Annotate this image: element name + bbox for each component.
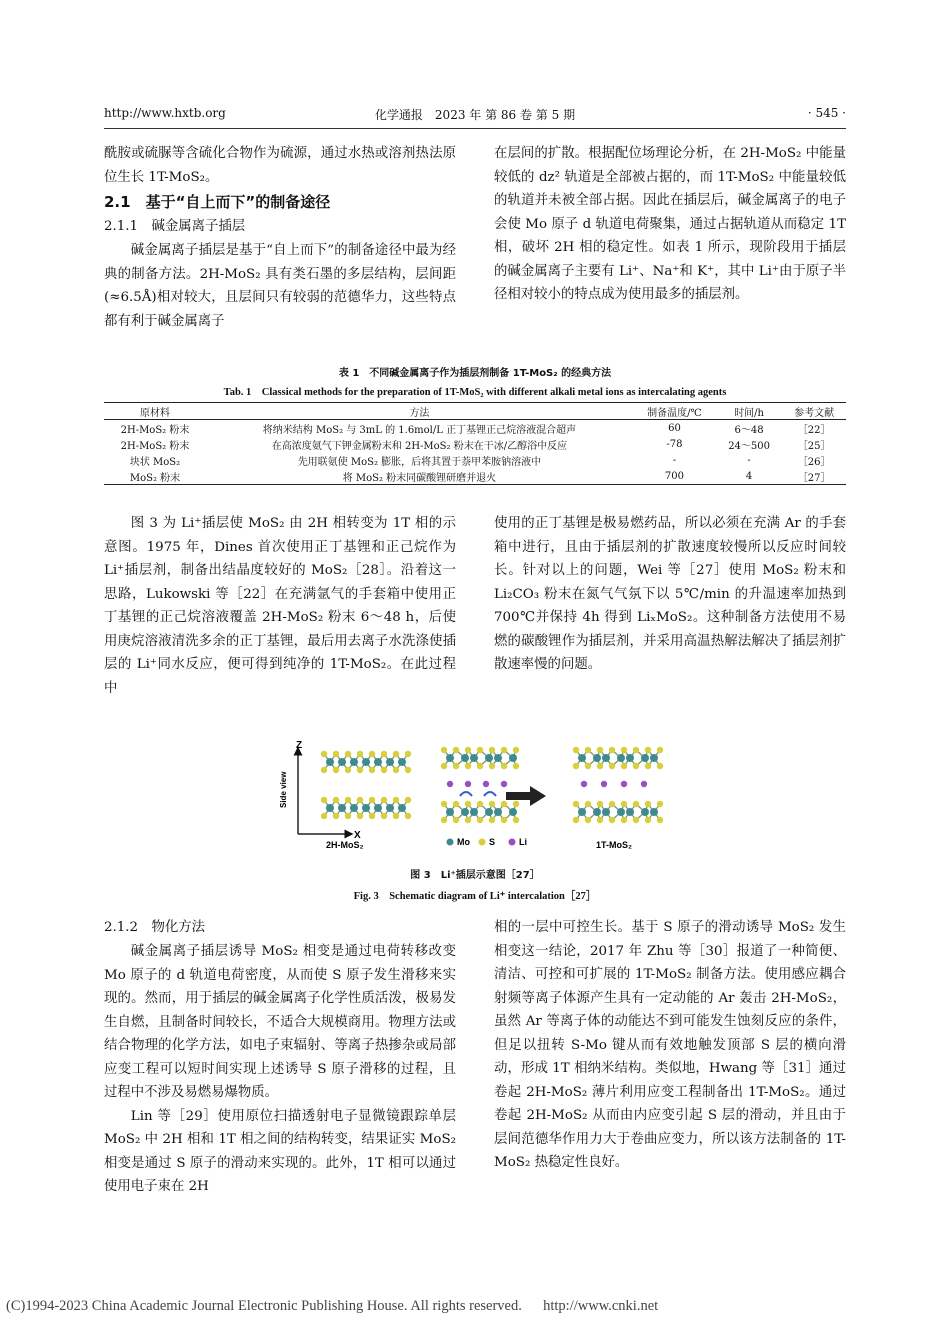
table-cell: 700 <box>633 468 716 485</box>
atom-structures <box>321 747 663 823</box>
label-1t-mos2: 1T-MoS₂ <box>596 840 632 850</box>
right-column-middle <box>494 512 846 677</box>
table-1 <box>104 402 846 485</box>
mo-atom <box>626 808 634 816</box>
mo-atom <box>362 804 370 812</box>
mo-atom <box>350 804 358 812</box>
legend-mo-label: Mo <box>457 837 470 847</box>
s-atom <box>489 763 495 769</box>
table-cell: ［22］ <box>797 424 831 436</box>
label-2h-mos2: 2H-MoS₂ <box>326 840 364 850</box>
table-cell: 6～48 <box>734 424 764 436</box>
s-atom <box>645 747 651 753</box>
mo-atom <box>470 808 478 816</box>
s-atom <box>465 801 471 807</box>
s-atom <box>513 801 519 807</box>
s-atom <box>477 801 483 807</box>
s-atom <box>393 767 399 773</box>
mo-atom <box>350 758 358 766</box>
transition-arrow <box>506 786 546 806</box>
mo-atom <box>338 758 346 766</box>
s-atom <box>345 751 351 757</box>
mo-atom <box>509 808 517 816</box>
li-atom <box>483 781 489 787</box>
s-atom <box>333 813 339 819</box>
s-atom <box>441 747 447 753</box>
s-atom <box>381 751 387 757</box>
s-atom <box>441 801 447 807</box>
s-atom <box>345 767 351 773</box>
column-header: 参考文献 <box>782 403 846 420</box>
table-cell: 24～500 <box>728 440 770 452</box>
left-column-middle <box>104 512 456 700</box>
s-atom <box>489 747 495 753</box>
s-atom <box>453 747 459 753</box>
s-atom <box>609 763 615 769</box>
s-atom <box>597 763 603 769</box>
column-header: 时间/h <box>716 403 782 420</box>
s-atom <box>585 801 591 807</box>
s-atom <box>645 801 651 807</box>
header-rule <box>104 128 846 129</box>
table-row <box>104 468 846 485</box>
s-atom <box>465 747 471 753</box>
s-atom <box>621 801 627 807</box>
s-atom <box>585 747 591 753</box>
left-column-top <box>104 142 456 333</box>
li-atom <box>601 781 607 787</box>
legend-s-dot <box>479 839 486 846</box>
table-cell: 在高浓度氨气下钾金属粉末和 2H-MoS₂ 粉末在干冰/乙醇浴中反应 <box>271 440 568 452</box>
right-column-bottom <box>494 916 846 1175</box>
s-atom <box>597 747 603 753</box>
legend-li-dot <box>509 839 516 846</box>
s-atom <box>357 767 363 773</box>
s-atom <box>489 817 495 823</box>
table-cell: 60 <box>668 422 681 434</box>
s-atom <box>573 801 579 807</box>
left-column-bottom <box>104 916 456 1199</box>
mo-atom <box>650 754 658 762</box>
s-atom <box>501 817 507 823</box>
table-row <box>104 452 846 468</box>
s-atom <box>393 813 399 819</box>
s-atom <box>633 817 639 823</box>
s-atom <box>405 767 411 773</box>
s-atom <box>513 817 519 823</box>
s-atom <box>477 747 483 753</box>
s-atom <box>441 763 447 769</box>
mo-atom <box>386 758 394 766</box>
s-atom <box>621 763 627 769</box>
table-row <box>104 436 846 452</box>
s-atom <box>597 801 603 807</box>
s-atom <box>381 797 387 803</box>
s-atom <box>501 747 507 753</box>
mo-atom <box>386 804 394 812</box>
table-cell: 先用联氨使 MoS₂ 膨胀，后将其置于萘甲苯胺钠溶液中 <box>297 456 542 468</box>
s-atom <box>453 763 459 769</box>
s-atom <box>513 763 519 769</box>
paragraph: 碱金属离子插层是基于“自上而下”的制备途径中最为经典的制备方法。2H-MoS₂ 具有类石墨的多层结构，层间距(≈6.5Å)相对较大，且层间只有较弱的范德华力，这些特点都有利于碱金属离子 <box>104 243 456 329</box>
table-cell: 将纳米结构 MoS₂ 与 3mL 的 1.6mol/L 正丁基锂正己烷溶液混合超声 <box>262 424 577 436</box>
li-atom <box>447 781 453 787</box>
table-cell: - <box>747 454 751 466</box>
paragraph: Lin 等［29］使用原位扫描透射电子显微镜跟踪单层 MoS₂ 中 2H 相和 1T 相之间的结构转变，结果证实 MoS₂ 相变是通过 S 原子的滑动来实现的。此外，1T 相可以通过使用电子束在 2H <box>104 1108 456 1194</box>
figure-caption-cn: 图 3 Li⁺插层示意图［27］ <box>410 870 540 881</box>
table-cell: - <box>672 454 677 466</box>
table-cell: -78 <box>666 438 683 450</box>
s-atom <box>597 817 603 823</box>
s-atom <box>633 747 639 753</box>
s-atom <box>369 813 375 819</box>
s-atom <box>585 817 591 823</box>
mo-atom <box>650 808 658 816</box>
mo-atom <box>326 758 334 766</box>
s-atom <box>657 763 663 769</box>
mo-atom <box>641 808 649 816</box>
s-atom <box>405 813 411 819</box>
s-atom <box>621 817 627 823</box>
header-journal: 化学通报 2023 年 第 86 卷 第 5 期 <box>374 108 576 122</box>
mo-atom <box>593 754 601 762</box>
subsection-heading-2-1-1: 2.1.1 碱金属离子插层 <box>104 219 246 234</box>
mo-atom <box>494 754 502 762</box>
s-atom <box>369 797 375 803</box>
s-atom <box>573 817 579 823</box>
s-atom <box>657 817 663 823</box>
legend-s-label: S <box>489 837 496 847</box>
s-atom <box>321 813 327 819</box>
right-column-top <box>494 142 846 307</box>
s-atom <box>657 801 663 807</box>
mo-atom <box>578 808 586 816</box>
mo-atom <box>602 754 610 762</box>
table-cell: 块状 MoS₂ <box>129 456 181 468</box>
s-atom <box>501 801 507 807</box>
s-atom <box>333 767 339 773</box>
column-header: 原材料 <box>104 403 206 420</box>
table-cell: 4 <box>716 468 782 485</box>
paragraph: 使用的正丁基锂是极易燃药品，所以必须在充满 Ar 的手套箱中进行，且由于插层剂的扩散速度较慢所以反应时间较长。针对以上的问题，Wei 等［27］使用 MoS₂ 粉末和 Li₂CO₃ 粉末在氮气气氛下以 5℃/min 的升温速率加热到 700℃并保持 4h 得到 LiₓMoS₂。这种制备方法使用不易燃的碳酸锂作为插层剂，并采用高温热解法解决了插层剂扩散速率慢的问题。 <box>494 516 846 672</box>
mo-atom <box>362 758 370 766</box>
s-atom <box>381 767 387 773</box>
table-cell: ［26］ <box>797 456 831 468</box>
li-atom <box>465 781 471 787</box>
s-atom <box>405 797 411 803</box>
mo-atom <box>338 804 346 812</box>
s-atom <box>609 747 615 753</box>
mo-atom <box>626 754 634 762</box>
s-atom <box>393 797 399 803</box>
s-atom <box>357 813 363 819</box>
s-atom <box>333 797 339 803</box>
s-atom <box>345 813 351 819</box>
s-atom <box>477 763 483 769</box>
li-atom <box>621 781 627 787</box>
mo-atom <box>485 808 493 816</box>
paragraph: 相的一层中可控生长。基于 S 原子的滑动诱导 MoS₂ 发生相变这一结论，2017 年 Zhu 等［30］报道了一种简便、清洁、可控和可扩展的 1T-MoS₂ 制备方法。使用感应耦合射频等离子体源产生具有一定动能的 Ar 轰击 2H-MoS₂，虽然 Ar 等离子体的动能达不到可能发生蚀刻反应的条件，但足以扭转 S-Mo 键从而有效地触发顶部 S 层的横向滑动，形成 1T 相纳米结构。类似地，Hwang 等［31］通过卷起 2H-MoS₂ 薄片利用应变工程制备出 1T-MoS₂。通过卷起 2H-MoS₂ 从而由内应变引起 S 层的滑动，并且由于层间范德华作用力大于卷曲应变力，所以该方法制备的 1T-MoS₂ 热稳定性良好。 <box>494 920 846 1170</box>
s-atom <box>441 817 447 823</box>
li-atom <box>581 781 587 787</box>
table-cell: 2H-MoS₂ 粉末 <box>120 424 190 436</box>
legend-li-label: Li <box>519 837 527 847</box>
s-atom <box>369 751 375 757</box>
s-atom <box>633 801 639 807</box>
mo-atom <box>470 754 478 762</box>
s-atom <box>453 801 459 807</box>
mo-atom <box>617 754 625 762</box>
axis-z-label: Z <box>296 740 303 751</box>
s-atom <box>465 817 471 823</box>
mo-atom <box>593 808 601 816</box>
legend-mo-dot <box>447 839 454 846</box>
s-atom <box>609 817 615 823</box>
s-atom <box>321 797 327 803</box>
paragraph: 酰胺或硫脲等含硫化合物作为硫源，通过水热或溶剂热法原位生长 1T-MoS₂。 <box>104 146 456 185</box>
s-atom <box>369 767 375 773</box>
paragraph: 图 3 为 Li⁺插层使 MoS₂ 由 2H 相转变为 1T 相的示意图。1975 年，Dines 首次使用正丁基锂和正己烷作为 Li⁺插层剂，制备出结晶度较好的 MoS₂［28］。沿着这一思路，Lukowski 等［22］在充满氩气的手套箱中使用正丁基锂的正己烷溶液覆盖 2H-MoS₂ 粉末 6～48 h，后使用庚烷溶液清洗多余的正丁基锂，最后用去离子水洗涤使插层的 Li⁺同水反应，便可得到纯净的 1T-MoS₂。在此过程中 <box>104 516 456 696</box>
axis-x-label: X <box>354 830 361 841</box>
s-atom <box>357 751 363 757</box>
mo-atom <box>446 754 454 762</box>
column-header: 方法 <box>206 403 633 420</box>
slide-arrow-icon <box>460 792 472 796</box>
mo-atom <box>641 754 649 762</box>
figure-caption-en: Fig. 3 Schematic diagram of Li⁺ intercalation［27］ <box>353 891 597 902</box>
table-cell: 2H-MoS₂ 粉末 <box>120 440 190 452</box>
s-atom <box>633 763 639 769</box>
s-atom <box>573 747 579 753</box>
mo-atom <box>326 804 334 812</box>
s-atom <box>489 801 495 807</box>
subsection-heading-2-1-2: 2.1.2 物化方法 <box>104 920 206 935</box>
s-atom <box>357 797 363 803</box>
li-atom <box>501 781 507 787</box>
mo-atom <box>617 808 625 816</box>
mo-atom <box>461 808 469 816</box>
mo-atom <box>374 804 382 812</box>
mo-atom <box>509 754 517 762</box>
paragraph: 在层间的扩散。根据配位场理论分析，在 2H-MoS₂ 中能量较低的 dz² 轨道是全部被占据的，而 1T-MoS₂ 中能量较低的轨道并未被全部占据。因此在插层后，碱金属离子的电子会使 Mo 原子 d 轨道电荷聚集，通过占据轨道从而稳定 1T 相，破坏 2H 相的稳定性。如表 1 所示，现阶段用于插层的碱金属离子主要有 Li⁺、Na⁺和 K⁺，其中 Li⁺由于原子半径相对较小的特点成为使用最多的插层剂。 <box>494 146 846 302</box>
header-page-number: · 545 · <box>807 106 846 120</box>
s-atom <box>321 751 327 757</box>
table-header-row <box>104 403 846 420</box>
s-atom <box>513 747 519 753</box>
s-atom <box>381 813 387 819</box>
mo-atom <box>461 754 469 762</box>
s-atom <box>501 763 507 769</box>
side-view-label: Side view <box>279 771 288 808</box>
s-atom <box>321 767 327 773</box>
s-atom <box>345 797 351 803</box>
table-caption-en: Tab. 1 Classical methods for the preparation of 1T-MoS₂ with different alkali metal ions as intercalating agents <box>223 387 727 398</box>
s-atom <box>333 751 339 757</box>
s-atom <box>465 763 471 769</box>
s-atom <box>585 763 591 769</box>
s-atom <box>393 751 399 757</box>
li-atom <box>641 781 647 787</box>
mo-atom <box>374 758 382 766</box>
mo-atom <box>398 804 406 812</box>
footer-copyright <box>6 1298 658 1315</box>
table-cell: ［25］ <box>797 440 831 452</box>
table-caption-cn: 表 1 不同碱金属离子作为插层剂制备 1T-MoS₂ 的经典方法 <box>338 368 612 379</box>
s-atom <box>453 817 459 823</box>
slide-arrow-icon <box>484 792 496 796</box>
s-atom <box>477 817 483 823</box>
s-atom <box>621 747 627 753</box>
footer-link[interactable]: http://www.cnki.net <box>543 1298 659 1314</box>
s-atom <box>405 751 411 757</box>
figure-3-schematic <box>278 740 678 852</box>
mo-atom <box>578 754 586 762</box>
copyright-text: (C)1994-2023 China Academic Journal Electronic Publishing House. All rights reserved. <box>6 1298 522 1314</box>
s-atom <box>573 763 579 769</box>
table-row <box>104 420 846 437</box>
s-atom <box>609 801 615 807</box>
mo-atom <box>485 754 493 762</box>
table-cell: ［27］ <box>782 468 846 485</box>
column-header: 制备温度/℃ <box>633 403 716 420</box>
mo-atom <box>602 808 610 816</box>
s-atom <box>645 817 651 823</box>
mo-atom <box>494 808 502 816</box>
header-url[interactable]: http://www.hxtb.org <box>104 106 226 120</box>
mo-atom <box>446 808 454 816</box>
s-atom <box>657 747 663 753</box>
s-atom <box>645 763 651 769</box>
section-heading-2-1: 2.1 基于“自上而下”的制备途径 <box>104 193 331 211</box>
mo-atom <box>398 758 406 766</box>
figure-3 <box>278 740 678 852</box>
paragraph: 碱金属离子插层诱导 MoS₂ 相变是通过电荷转移改变 Mo 原子的 d 轨道电荷密度，从而使 S 原子发生滑移来实现的。然而，用于插层的碱金属离子化学性质活泼，极易发生自燃，且制备时间较长，不适合大规模商用。物理方法或结合物理的化学方法，如电子束辐射、等离子热掺杂或局部应变工程可以短时间实现上述诱导 S 原子滑移的过程，且过程中不涉及易燃易爆物质。 <box>104 944 456 1100</box>
table-cell: MoS₂ 粉末 <box>104 468 206 485</box>
table-cell: 将 MoS₂ 粉末同碳酸锂研磨并退火 <box>206 468 633 485</box>
